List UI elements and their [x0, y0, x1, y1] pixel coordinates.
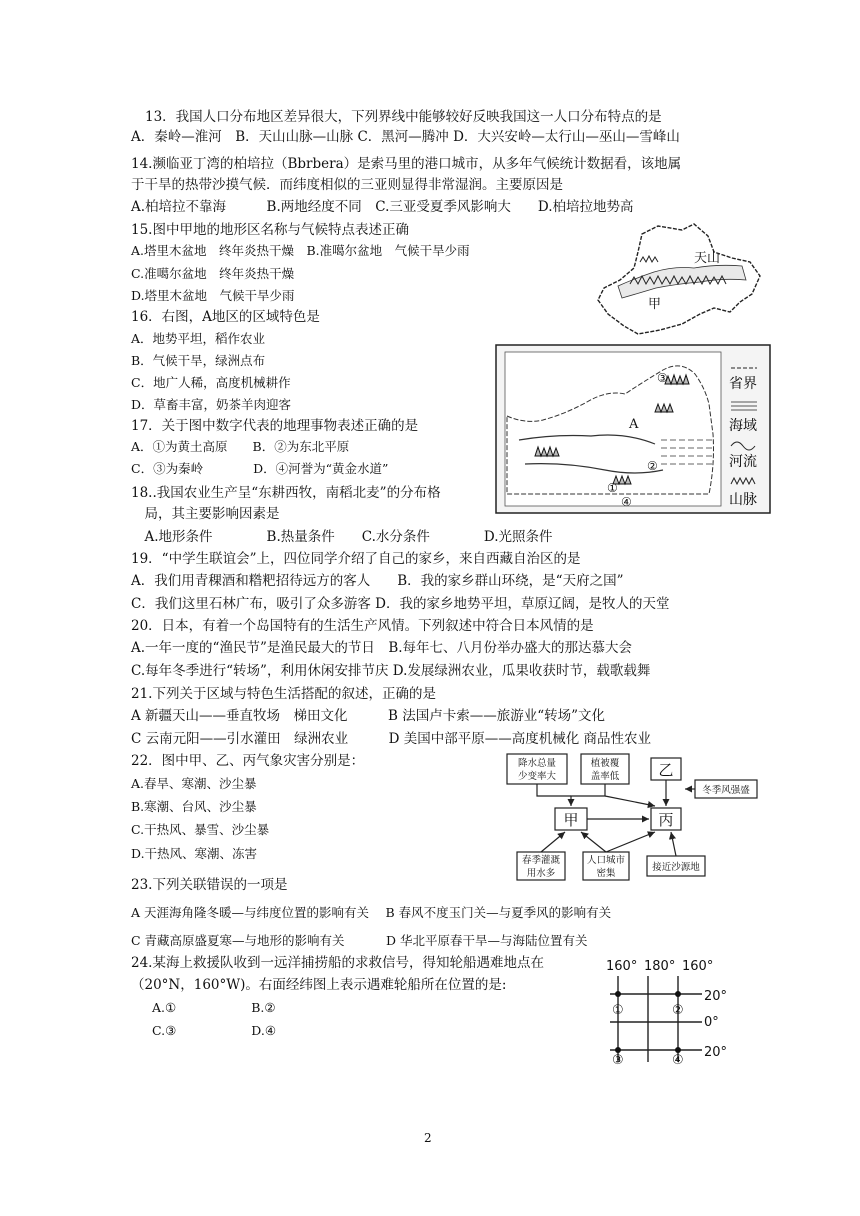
question-22: 22．图中甲、乙、丙气象灾害分别是： — [131, 753, 365, 769]
question-22-option-a: A.春旱、寒潮、沙尘暴 — [131, 776, 257, 791]
question-21-options-ab: A 新疆天山——垂直牧场 梯田文化 B 法国卢卡索——旅游业“转场”文化 — [131, 708, 606, 724]
question-15-option-c: C.准噶尔盆地 终年炎热干燥 — [131, 266, 295, 281]
question-19-options-cd: C．我们这里石林广布，吸引了众多游客 D．我的家乡地势平坦，草原辽阔，是牧人的天堂 — [131, 596, 670, 612]
xinjiang-map — [590, 222, 766, 340]
question-19: 19．“中学生联谊会”上，四位同学介绍了自己的家乡，来自西藏自治区的是 — [131, 551, 581, 567]
question-24-options-cd: C.③ D.④ — [152, 1023, 277, 1038]
box-irrigation-line-1: 春季灌溉 — [521, 855, 561, 866]
lat-label-bottom: 20° — [704, 1045, 728, 1060]
page-number: 2 — [424, 1131, 432, 1145]
box-precip-line-1: 降水总量 — [517, 758, 557, 769]
question-16-option-b: B．气候干旱，绿洲点布 — [131, 353, 266, 368]
marker-3: ③ — [657, 371, 668, 385]
question-13-options: A．秦岭—淮河 B．天山山脉—山脉 C．黑河—腾冲 D．大兴安岭—太行山—巫山—雪峰山 — [131, 129, 680, 145]
box-bing: 丙 — [658, 811, 674, 829]
lon-label-right: 160° — [682, 959, 714, 974]
question-23: 23.下列关联错误的一项是 — [131, 877, 288, 893]
question-14-line-2: 于干旱的热带沙摸气候．而纬度相似的三亚则显得非常湿润。主要原因是 — [131, 177, 563, 193]
marker-1: ① — [607, 481, 618, 495]
box-winter-wind: 冬季风强盛 — [702, 785, 750, 796]
lat-long-grid — [604, 952, 754, 1068]
legend-river: 河流 — [729, 454, 757, 470]
box-jia: 甲 — [563, 811, 579, 829]
grid-marker-4: ④ — [672, 1053, 684, 1068]
disaster-flow-chart — [505, 752, 765, 882]
grid-marker-2: ② — [672, 1003, 684, 1018]
question-16-option-c: C．地广人稀，高度机械耕作 — [131, 375, 291, 390]
jia-label: 甲 — [648, 297, 662, 312]
question-17: 17．关于图中数字代表的地理事物表述正确的是 — [131, 418, 419, 434]
question-24-line-1: 24.某海上救援队收到一远洋捕捞船的求救信号，得知轮船遇难地点在 — [131, 955, 544, 971]
question-16: 16．右图，A地区的区域特色是 — [131, 309, 320, 325]
marker-2: ② — [647, 459, 658, 473]
box-sand-source: 接近沙源地 — [652, 862, 700, 873]
question-14-options: A.柏培拉不靠海 B.两地经度不同 C.三亚受夏季风影响大 D.柏培拉地势高 — [131, 199, 634, 215]
lon-label-left: 160° — [606, 959, 638, 974]
question-15-option-ab: A.塔里木盆地 终年炎热干燥 B.准噶尔盆地 气候干旱少雨 — [131, 243, 470, 258]
question-18-line-1: 18..我国农业生产呈“东耕西牧，南稻北麦”的分布格 — [131, 485, 441, 501]
question-17-options-ab: A．①为黄土高原 B．②为东北平原 — [131, 439, 350, 454]
question-20-options-cd: C.每年冬季进行“转场”，利用休闲安排节庆 D.发展绿洲农业，瓜果收获时节，载歌载舞 — [131, 663, 651, 679]
china-region-map — [495, 344, 771, 514]
tianshan-label: 天山 — [694, 251, 721, 266]
question-13: 13．我国人口分布地区差异很大，下列界线中能够较好反映我国这一人口分布特点的是 — [145, 109, 662, 125]
question-22-option-c: C.干热风、暴雪、沙尘暴 — [131, 822, 270, 837]
question-14-line-1: 14.濒临亚丁湾的柏培拉（Bbrbera）是索马里的港口城市，从多年气候统计数据看，该地属 — [131, 156, 682, 172]
question-21-options-cd: C 云南元阳——引水灌田 绿洲农业 D 美国中部平原——高度机械化 商品性农业 — [131, 731, 652, 747]
box-precip-line-2: 少变率大 — [517, 771, 557, 782]
question-16-option-d: D．草畜丰富，奶茶羊肉迎客 — [131, 397, 292, 412]
question-19-options-ab: A．我们用青稞酒和糌粑招待远方的客人 B．我的家乡群山环绕，是“天府之国” — [131, 573, 624, 589]
legend-province-border: 省界 — [729, 376, 757, 392]
question-21: 21.下列关于区域与特色生活搭配的叙述，正确的是 — [131, 686, 436, 702]
question-22-option-b: B.寒潮、台风、沙尘暴 — [131, 799, 257, 814]
legend-sea: 海域 — [729, 418, 757, 434]
question-17-options-cd: C．③为秦岭 D．④河誉为“黄金水道” — [131, 461, 389, 476]
question-24-line-2: （20°N，160°W)。右面经纬图上表示遇难轮船所在位置的是: — [131, 977, 507, 993]
question-23-options-cd: C 青藏高原盛夏寒—与地形的影响有关 D 华北平原春干旱—与海陆位置有关 — [131, 933, 588, 948]
question-18-line-2: 局，其主要影响因素是 — [131, 506, 280, 522]
question-15-option-d: D.塔里木盆地 气候干旱少雨 — [131, 288, 295, 303]
box-irrigation-line-2: 用水多 — [526, 868, 556, 879]
question-18-options: A.地形条件 B.热量条件 C.水分条件 D.光照条件 — [131, 529, 553, 545]
box-yi: 乙 — [658, 761, 674, 779]
box-vegetation-line-1: 植被覆 — [590, 758, 620, 769]
question-23-options-ab: A 天涯海角隆冬暖—与纬度位置的影响有关 B 春风不度玉门关—与夏季风的影响有关 — [131, 905, 612, 920]
lat-label-top: 20° — [704, 989, 728, 1004]
lat-label-middle: 0° — [704, 1015, 719, 1030]
lon-label-center: 180° — [644, 959, 676, 974]
grid-marker-1: ① — [612, 1003, 624, 1018]
grid-marker-3: ③ — [612, 1053, 624, 1068]
legend-mountain: 山脉 — [729, 492, 757, 508]
box-vegetation-line-2: 盖率低 — [590, 771, 620, 782]
box-population-line-2: 密集 — [596, 868, 616, 879]
question-22-option-d: D.干热风、寒潮、冻害 — [131, 846, 258, 861]
question-15: 15.图中甲地的地形区名称与气候特点表述正确 — [131, 222, 409, 238]
question-16-option-a: A．地势平坦，稻作农业 — [131, 331, 266, 346]
question-24-options-ab: A.① B.② — [152, 1000, 276, 1015]
region-a-label: A — [629, 417, 639, 432]
box-population-line-1: 人口城市 — [586, 855, 626, 866]
question-20-options-ab: A.一年一度的“渔民节”是渔民最大的节日 B.每年七、八月份举办盛大的那达慕大会 — [131, 640, 633, 656]
marker-4: ④ — [621, 495, 632, 509]
question-20: 20．日本，有着一个岛国特有的生活生产风情。下列叙述中符合日本风情的是 — [131, 618, 594, 634]
